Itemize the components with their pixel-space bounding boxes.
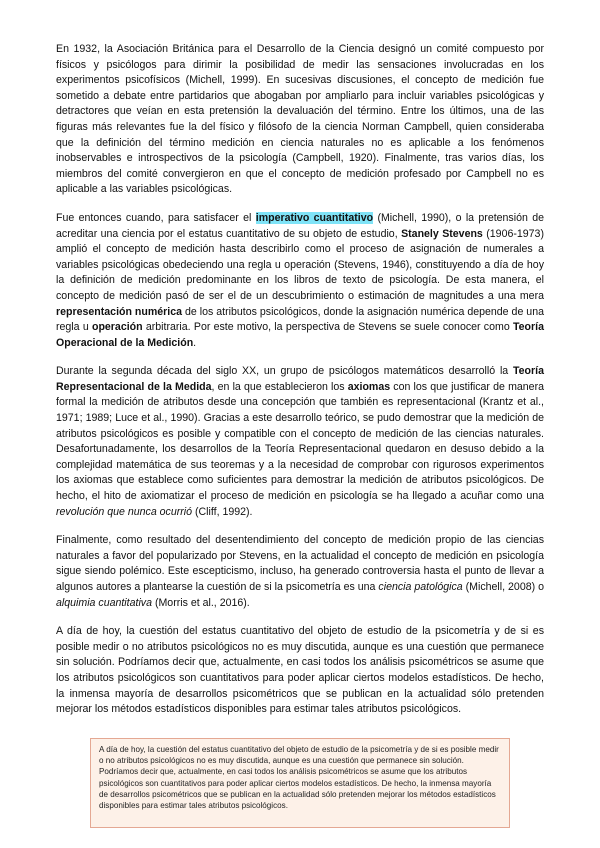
pull-quote-text: A día de hoy, la cuestión del estatus cuantitativo del objeto de estudio de la psicometría y de si es posible medir o no atributos psicológicos no es muy discutida, aunque es una cuestión que permanece sin solución. Podríamos decir que, actualmente, en casi todos los análisis psicométricos se asume que los atributos psicológicos son cuantitativos para poder aplicar ciertos modelos estadísticos. De hecho, la inmensa mayoría de desarrollos psicométricos que se publican en la actualidad sólo pretenden mejorar los métodos estadísticos disponibles para estimar tales atributos psicológicos.: [99, 745, 499, 811]
italic-ciencia-patologica: ciencia patológica: [378, 581, 463, 593]
paragraph-4-text-3: (Morris et al., 2016).: [152, 596, 250, 609]
paragraph-4-text-1: Finalmente, como resultado del desentendimiento del concepto de medición propio de las ciencias naturales a favor del popularizado por Stevens, en la actualidad el concepto de medición en psicología sigue siendo polémico. Este escepticismo, incluso, ha generado controversia hasta el punto de llevar a algunos autores a plantearse la cuestión de si la psicometría es una: [56, 534, 544, 593]
paragraph-2-text-5: arbitraria. Por este motivo, la perspectiva de Stevens se suele conocer como: [142, 321, 513, 334]
paragraph-2: [56, 211, 544, 351]
pull-quote-box: [90, 738, 510, 828]
paragraph-4: [56, 533, 544, 611]
paragraph-2-text-2: (Michell, 1990), o la pretensión de acreditar una ciencia por el estatus cuantitativo de su objeto de estudio,: [56, 211, 544, 240]
paragraph-2-text-4: de los atributos psicológicos, donde la asignación numérica depende de una regla u: [56, 305, 544, 334]
bold-axiomas: axiomas: [347, 380, 391, 393]
paragraph-2-text-3: (1906-1973) amplió el concepto de medición hasta describirlo como el proceso de asignación de numerales a variables psicológicas obedeciendo una regla u operación (Stevens, 1946), constituyendo a día de hoy la definición de medición predominante en los libros de texto de psicología. De esta manera, el concepto de medición pasó de ser el de un descubrimiento o estimación de magnitudes a una mera: [56, 227, 544, 302]
paragraph-4-text-2: (Michell, 2008) o: [462, 581, 544, 593]
highlight-imperativo-cuantitativo: imperativo cuantitativo: [255, 211, 374, 224]
bold-stevens: Stanely Stevens: [401, 227, 483, 240]
bold-teoria-operacional: Teoría Operacional de la Medición: [56, 321, 544, 349]
bold-representacion-numerica: representación numérica: [56, 305, 183, 318]
paragraph-3: [56, 364, 544, 520]
bold-teoria-representacional: Teoría Representacional de la Medida: [56, 365, 544, 393]
paragraph-2-text-6: .: [193, 336, 197, 349]
italic-revolucion: revolución que nunca ocurrió: [56, 505, 193, 518]
paragraph-3-text-2: , en la que establecieron los: [211, 380, 348, 393]
paragraph-5: A día de hoy, la cuestión del estatus cuantitativo del objeto de estudio de la psicometría y de si es posible medir o no atributos psicológicos no es muy discutida, aunque es una cuestión que permanece sin solución. Podríamos decir que, actualmente, en casi todos los análisis psicométricos se asume que los atributos psicológicos son cuantitativos para poder aplicar ciertos modelos estadísticos. De hecho, la inmensa mayoría de desarrollos psicométricos que se publican en la actualidad sólo pretenden mejorar los métodos estadísticos disponibles para estimar tales atributos psicológicos.: [56, 625, 544, 716]
italic-alquimia-cuantitativa: alquimia cuantitativa: [56, 596, 152, 609]
paragraph-3-text-1: Durante la segunda década del siglo XX, un grupo de psicólogos matemáticos desarrolló la: [56, 365, 513, 378]
paragraph-3-text-3: con los que justificar de manera formal la medición de atributos desde una concepción que también es representacional (Krantz et al., 1971; 1989; Luce et al., 1990). Gracias a este desarrollo teórico, se pudo demostrar que la medición de atributos psicológicos es posible y compatible con el concepto de medición de las ciencias naturales. Desafortunadamente, los desarrollos de la Teoría Representacional quedaron en desuso debido a la complejidad matemática de sus teoremas y a la necesidad de comprobar con rigurosos experimentos los axiomas que establece como suficientes para demostrar la medición de atributos psicológicos. De hecho, el hito de axiomatizar el proceso de medición en psicología se ha llegado a acuñar como una: [56, 380, 544, 503]
bold-operacion: operación: [91, 321, 143, 334]
paragraph-1: En 1932, la Asociación Británica para el Desarrollo de la Ciencia designó un comité compuesto por físicos y psicólogos para dirimir la posibilidad de medir las sensaciones involucradas en los experimentos psicofísicos (Michell, 1999). En sucesivas discusiones, el concepto de medición fue sometido a debate entre partidarios que abogaban por ampliarlo para incluir variables psicológicas y detractores que veían en esta pretensión la devaluación del término. Entre los últimos, una de las figuras más relevantes fue la del físico y filósofo de la ciencia Norman Campbell, quien consideraba que la definición del término medición en ciencia naturales no es aplicable a los fenómenos inobservables e introspectivos de la psicología (Campbell, 1920). Finalmente, tras varios días, los miembros del comité convergieron en que el concepto de medición profesado por Campbell no es aplicable a las variables psicológicas.: [56, 43, 544, 196]
paragraph-3-text-4: (Cliff, 1992).: [192, 505, 253, 518]
document-body: [56, 42, 544, 731]
paragraph-2-text-1: Fue entonces cuando, para satisfacer el: [56, 211, 256, 224]
